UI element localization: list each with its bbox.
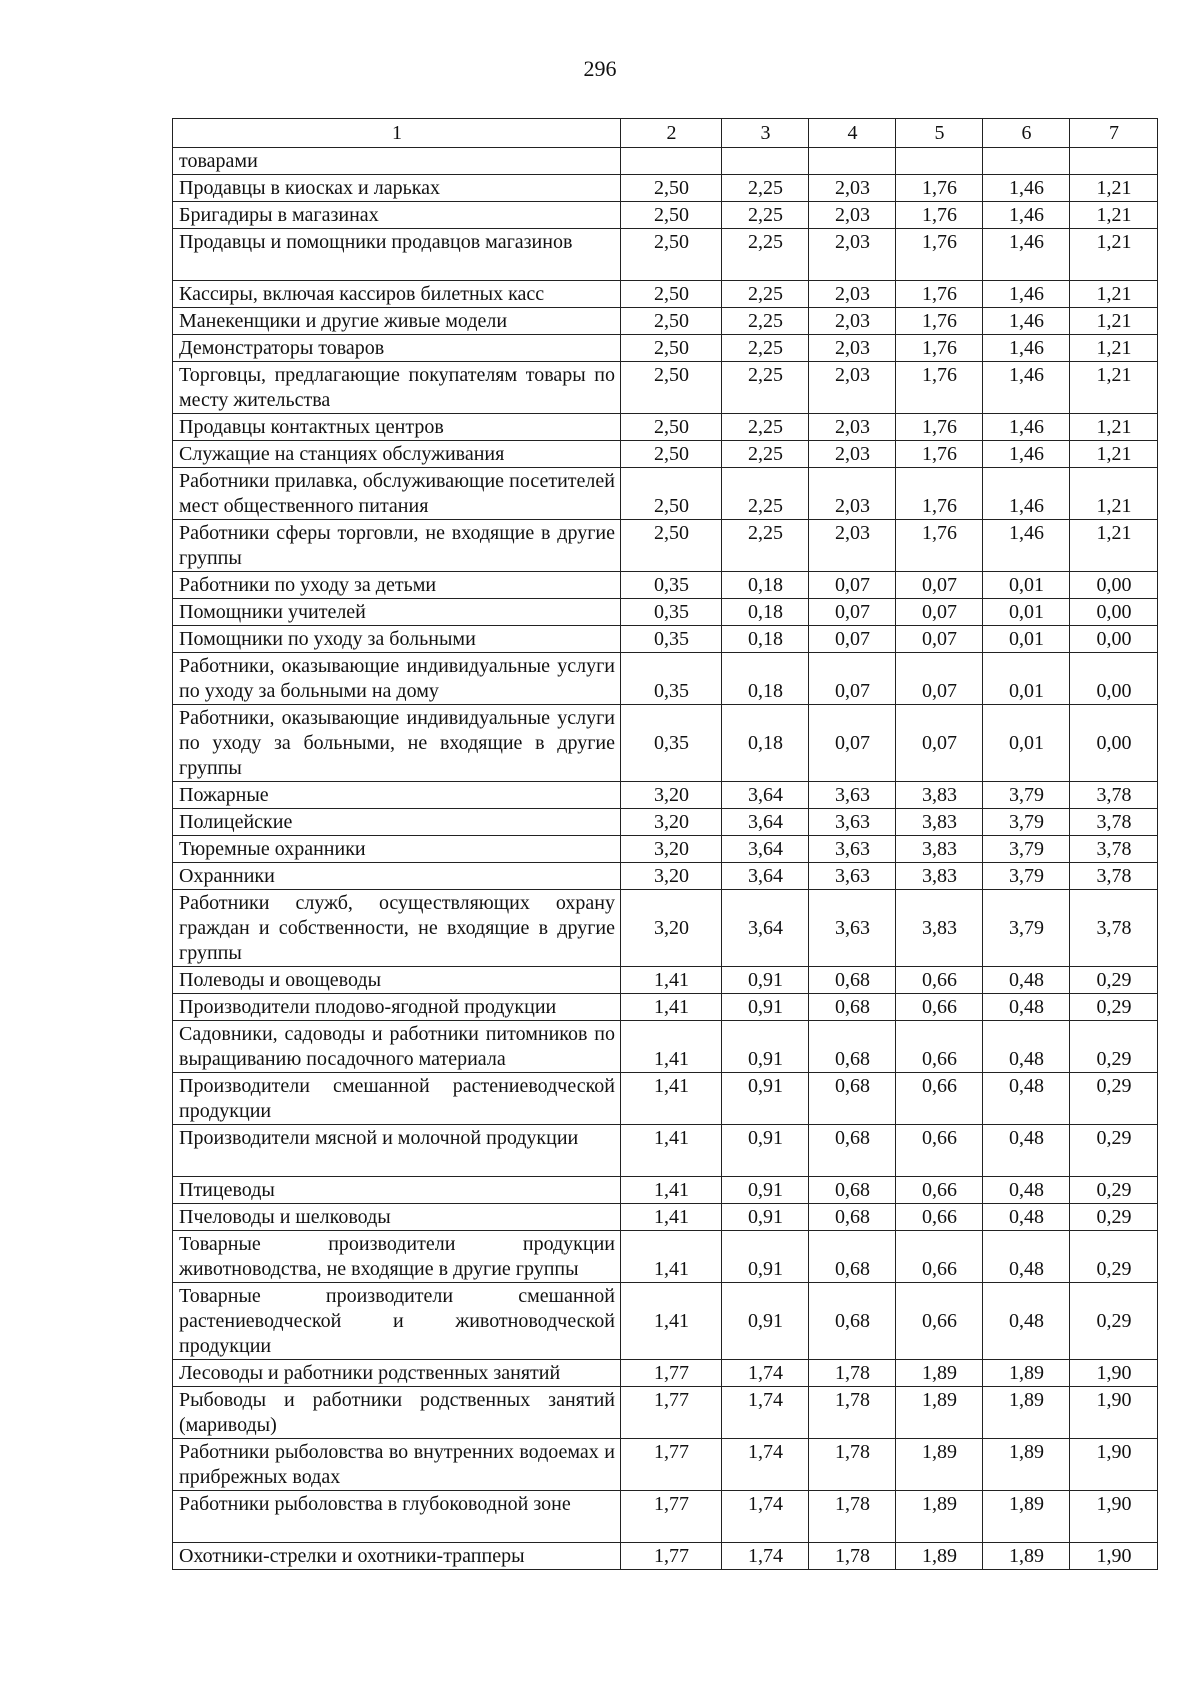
value-cell: 0,68 (809, 1231, 896, 1283)
value-cell: 0,18 (722, 653, 809, 705)
value-cell: 3,79 (983, 863, 1070, 890)
value-cell: 2,25 (722, 281, 809, 308)
value-cell: 2,50 (621, 468, 722, 520)
value-cell: 1,78 (809, 1360, 896, 1387)
table-row (173, 335, 1158, 362)
value-cell: 1,41 (621, 1283, 722, 1360)
value-cell: 1,90 (1070, 1543, 1158, 1570)
table-row (173, 1177, 1158, 1204)
value-cell: 1,46 (983, 362, 1070, 414)
value-cell: 0,29 (1070, 967, 1158, 994)
value-cell: 0,29 (1070, 1073, 1158, 1125)
value-cell: 2,25 (722, 202, 809, 229)
value-cell: 0,68 (809, 1073, 896, 1125)
occupation-name: Полеводы и овощеводы (173, 967, 621, 994)
value-cell: 3,78 (1070, 863, 1158, 890)
value-cell: 2,03 (809, 414, 896, 441)
value-cell: 1,89 (983, 1387, 1070, 1439)
table-row (173, 809, 1158, 836)
value-cell: 1,46 (983, 414, 1070, 441)
occupation-name: Демонстраторы товаров (173, 335, 621, 362)
value-cell: 0,00 (1070, 705, 1158, 782)
value-cell: 1,78 (809, 1439, 896, 1491)
value-cell: 0,18 (722, 626, 809, 653)
value-cell: 1,76 (896, 308, 983, 335)
occupation-name: Служащие на станциях обслуживания (173, 441, 621, 468)
value-cell: 3,20 (621, 782, 722, 809)
value-cell: 0,29 (1070, 1231, 1158, 1283)
value-cell: 0,91 (722, 1231, 809, 1283)
value-cell: 0,68 (809, 1283, 896, 1360)
value-cell: 0,48 (983, 1073, 1070, 1125)
value-cell: 0,91 (722, 994, 809, 1021)
value-cell: 0,29 (1070, 1125, 1158, 1177)
occupation-name: Тюремные охранники (173, 836, 621, 863)
data-table (172, 118, 1158, 1570)
value-cell: 1,46 (983, 441, 1070, 468)
value-cell: 1,76 (896, 362, 983, 414)
occupation-name: Кассиры, включая кассиров билетных касс (173, 281, 621, 308)
value-cell: 0,07 (809, 705, 896, 782)
table-row (173, 520, 1158, 572)
value-cell: 0,66 (896, 1177, 983, 1204)
value-cell: 1,77 (621, 1360, 722, 1387)
value-cell: 2,25 (722, 229, 809, 281)
table-row (173, 836, 1158, 863)
occupation-name: Работники прилавка, обслуживающие посетителей мест общественного питания (173, 468, 621, 520)
occupation-name: Рыбоводы и работники родственных занятий (мариводы) (173, 1387, 621, 1439)
value-cell: 0,00 (1070, 626, 1158, 653)
table-row (173, 175, 1158, 202)
occupation-name: Работники сферы торговли, не входящие в другие группы (173, 520, 621, 572)
table-row (173, 1204, 1158, 1231)
value-cell: 1,77 (621, 1387, 722, 1439)
table-row (173, 782, 1158, 809)
value-cell: 0,48 (983, 1021, 1070, 1073)
table-row (173, 1543, 1158, 1570)
table-row (173, 890, 1158, 967)
value-cell: 2,25 (722, 468, 809, 520)
table-row (173, 1360, 1158, 1387)
value-cell: 1,74 (722, 1543, 809, 1570)
value-cell: 3,79 (983, 782, 1070, 809)
value-cell (809, 148, 896, 175)
value-cell: 1,89 (896, 1360, 983, 1387)
value-cell: 3,63 (809, 890, 896, 967)
value-cell: 0,48 (983, 994, 1070, 1021)
occupation-name: Производители смешанной растениеводческой продукции (173, 1073, 621, 1125)
value-cell: 2,03 (809, 362, 896, 414)
value-cell: 1,76 (896, 468, 983, 520)
value-cell: 0,66 (896, 1125, 983, 1177)
value-cell: 1,21 (1070, 175, 1158, 202)
table-row (173, 468, 1158, 520)
occupation-name: Работники по уходу за детьми (173, 572, 621, 599)
value-cell: 1,21 (1070, 468, 1158, 520)
table-body (173, 148, 1158, 1570)
value-cell: 1,46 (983, 229, 1070, 281)
value-cell: 2,50 (621, 335, 722, 362)
value-cell: 0,07 (809, 653, 896, 705)
value-cell: 1,78 (809, 1543, 896, 1570)
value-cell: 0,91 (722, 1177, 809, 1204)
value-cell: 1,74 (722, 1439, 809, 1491)
value-cell: 1,21 (1070, 202, 1158, 229)
value-cell: 0,00 (1070, 572, 1158, 599)
column-header: 4 (809, 119, 896, 148)
value-cell: 3,20 (621, 863, 722, 890)
value-cell: 2,50 (621, 175, 722, 202)
value-cell: 2,25 (722, 335, 809, 362)
table-row (173, 705, 1158, 782)
table-row (173, 994, 1158, 1021)
table-row (173, 414, 1158, 441)
value-cell: 0,07 (896, 599, 983, 626)
value-cell: 2,50 (621, 202, 722, 229)
value-cell: 0,00 (1070, 653, 1158, 705)
occupation-name: Лесоводы и работники родственных занятий (173, 1360, 621, 1387)
value-cell: 0,68 (809, 994, 896, 1021)
value-cell: 2,50 (621, 414, 722, 441)
occupation-name: Бригадиры в магазинах (173, 202, 621, 229)
value-cell: 1,46 (983, 468, 1070, 520)
occupation-name: Товарные производители смешанной растениеводческой и животноводческой продукции (173, 1283, 621, 1360)
value-cell: 0,29 (1070, 1021, 1158, 1073)
value-cell: 0,18 (722, 599, 809, 626)
column-header: 5 (896, 119, 983, 148)
value-cell: 3,20 (621, 836, 722, 863)
value-cell: 1,76 (896, 281, 983, 308)
value-cell: 2,03 (809, 335, 896, 362)
value-cell: 1,21 (1070, 229, 1158, 281)
value-cell: 3,64 (722, 890, 809, 967)
occupation-name: Работники, оказывающие индивидуальные услуги по уходу за больными на дому (173, 653, 621, 705)
value-cell: 1,90 (1070, 1491, 1158, 1543)
value-cell: 2,50 (621, 362, 722, 414)
value-cell: 0,48 (983, 1177, 1070, 1204)
occupation-name: Помощники учителей (173, 599, 621, 626)
value-cell: 3,83 (896, 863, 983, 890)
value-cell: 1,89 (983, 1439, 1070, 1491)
table-row (173, 362, 1158, 414)
occupation-name: Работники служб, осуществляющих охрану граждан и собственности, не входящие в другие группы (173, 890, 621, 967)
occupation-name: Садовники, садоводы и работники питомников по выращиванию посадочного материала (173, 1021, 621, 1073)
value-cell: 1,46 (983, 175, 1070, 202)
header-row (173, 119, 1158, 148)
table-row (173, 1125, 1158, 1177)
occupation-name: Помощники по уходу за больными (173, 626, 621, 653)
table-row (173, 1231, 1158, 1283)
value-cell: 1,89 (896, 1543, 983, 1570)
value-cell: 0,48 (983, 967, 1070, 994)
value-cell: 0,68 (809, 1021, 896, 1073)
value-cell: 3,64 (722, 863, 809, 890)
value-cell: 2,50 (621, 281, 722, 308)
value-cell: 2,25 (722, 175, 809, 202)
value-cell: 3,64 (722, 809, 809, 836)
value-cell: 0,07 (896, 626, 983, 653)
value-cell (896, 148, 983, 175)
column-header: 6 (983, 119, 1070, 148)
table-row (173, 281, 1158, 308)
table-row (173, 1387, 1158, 1439)
value-cell: 1,41 (621, 994, 722, 1021)
value-cell: 1,41 (621, 1204, 722, 1231)
value-cell: 1,41 (621, 1231, 722, 1283)
value-cell: 3,83 (896, 809, 983, 836)
value-cell: 1,77 (621, 1491, 722, 1543)
value-cell: 1,76 (896, 335, 983, 362)
value-cell: 0,35 (621, 626, 722, 653)
value-cell: 0,91 (722, 1283, 809, 1360)
value-cell: 0,07 (896, 705, 983, 782)
table-row (173, 202, 1158, 229)
value-cell: 2,25 (722, 441, 809, 468)
value-cell: 3,79 (983, 836, 1070, 863)
value-cell: 3,83 (896, 782, 983, 809)
occupation-name: Работники рыболовства во внутренних водоемах и прибрежных водах (173, 1439, 621, 1491)
value-cell: 1,90 (1070, 1439, 1158, 1491)
value-cell: 3,79 (983, 809, 1070, 836)
value-cell: 2,50 (621, 308, 722, 335)
value-cell: 1,76 (896, 441, 983, 468)
occupation-name: Продавцы контактных центров (173, 414, 621, 441)
value-cell: 0,01 (983, 572, 1070, 599)
occupation-name: Птицеводы (173, 1177, 621, 1204)
occupation-name: Продавцы в киосках и ларьках (173, 175, 621, 202)
occupation-name: Пчеловоды и шелководы (173, 1204, 621, 1231)
value-cell: 0,35 (621, 599, 722, 626)
value-cell: 1,21 (1070, 308, 1158, 335)
value-cell: 1,76 (896, 202, 983, 229)
occupation-name: Производители плодово-ягодной продукции (173, 994, 621, 1021)
occupation-name: Пожарные (173, 782, 621, 809)
table-row (173, 967, 1158, 994)
table-row (173, 441, 1158, 468)
value-cell: 1,76 (896, 175, 983, 202)
table-row (173, 626, 1158, 653)
value-cell: 0,29 (1070, 1177, 1158, 1204)
value-cell: 3,63 (809, 863, 896, 890)
value-cell: 2,25 (722, 520, 809, 572)
value-cell: 0,35 (621, 572, 722, 599)
value-cell: 1,21 (1070, 362, 1158, 414)
value-cell: 1,74 (722, 1387, 809, 1439)
value-cell: 1,46 (983, 520, 1070, 572)
value-cell: 0,68 (809, 1125, 896, 1177)
value-cell: 1,89 (983, 1543, 1070, 1570)
value-cell: 2,03 (809, 175, 896, 202)
value-cell: 2,03 (809, 468, 896, 520)
value-cell: 1,41 (621, 967, 722, 994)
value-cell: 0,48 (983, 1231, 1070, 1283)
value-cell: 0,66 (896, 1231, 983, 1283)
value-cell: 0,00 (1070, 599, 1158, 626)
value-cell: 0,48 (983, 1204, 1070, 1231)
occupation-name: Товарные производители продукции животноводства, не входящие в другие группы (173, 1231, 621, 1283)
value-cell: 0,91 (722, 967, 809, 994)
table-row (173, 1021, 1158, 1073)
value-cell: 0,66 (896, 967, 983, 994)
value-cell: 3,64 (722, 836, 809, 863)
value-cell: 0,01 (983, 626, 1070, 653)
value-cell: 1,89 (983, 1491, 1070, 1543)
value-cell: 0,68 (809, 1177, 896, 1204)
value-cell: 0,91 (722, 1125, 809, 1177)
value-cell: 1,74 (722, 1491, 809, 1543)
occupation-name: Продавцы и помощники продавцов магазинов (173, 229, 621, 281)
value-cell: 0,91 (722, 1204, 809, 1231)
value-cell: 1,41 (621, 1021, 722, 1073)
value-cell: 2,03 (809, 202, 896, 229)
value-cell: 1,76 (896, 414, 983, 441)
value-cell: 0,68 (809, 967, 896, 994)
value-cell: 1,41 (621, 1177, 722, 1204)
value-cell: 0,35 (621, 705, 722, 782)
value-cell: 3,64 (722, 782, 809, 809)
value-cell: 0,91 (722, 1073, 809, 1125)
table-row (173, 653, 1158, 705)
occupation-name: Работники, оказывающие индивидуальные услуги по уходу за больными, не входящие в другие группы (173, 705, 621, 782)
value-cell: 1,46 (983, 335, 1070, 362)
value-cell: 3,79 (983, 890, 1070, 967)
column-header: 3 (722, 119, 809, 148)
column-header: 2 (621, 119, 722, 148)
value-cell: 0,66 (896, 1204, 983, 1231)
value-cell: 2,03 (809, 308, 896, 335)
table-row (173, 599, 1158, 626)
value-cell: 1,78 (809, 1491, 896, 1543)
value-cell: 3,63 (809, 836, 896, 863)
value-cell (722, 148, 809, 175)
column-header: 7 (1070, 119, 1158, 148)
value-cell: 3,78 (1070, 890, 1158, 967)
occupation-name: Охранники (173, 863, 621, 890)
value-cell: 0,01 (983, 599, 1070, 626)
occupation-name: Полицейские (173, 809, 621, 836)
value-cell: 2,03 (809, 281, 896, 308)
value-cell: 1,21 (1070, 414, 1158, 441)
occupation-name: Охотники-стрелки и охотники-трапперы (173, 1543, 621, 1570)
value-cell: 2,50 (621, 520, 722, 572)
value-cell: 3,78 (1070, 809, 1158, 836)
value-cell: 1,77 (621, 1543, 722, 1570)
occupation-name: Работники рыболовства в глубоководной зоне (173, 1491, 621, 1543)
value-cell: 0,29 (1070, 1204, 1158, 1231)
value-cell: 2,25 (722, 308, 809, 335)
value-cell: 3,83 (896, 836, 983, 863)
value-cell: 2,03 (809, 441, 896, 468)
value-cell: 3,20 (621, 890, 722, 967)
table-row (173, 1283, 1158, 1360)
value-cell: 3,20 (621, 809, 722, 836)
value-cell: 1,21 (1070, 520, 1158, 572)
value-cell: 3,63 (809, 782, 896, 809)
column-header: 1 (173, 119, 621, 148)
occupation-name: Манекенщики и другие живые модели (173, 308, 621, 335)
value-cell: 2,03 (809, 520, 896, 572)
value-cell: 0,29 (1070, 994, 1158, 1021)
value-cell: 0,48 (983, 1125, 1070, 1177)
value-cell: 1,46 (983, 202, 1070, 229)
page-number: 296 (583, 56, 617, 81)
value-cell: 2,50 (621, 441, 722, 468)
value-cell: 1,21 (1070, 281, 1158, 308)
occupation-name: Производители мясной и молочной продукции (173, 1125, 621, 1177)
value-cell: 0,18 (722, 572, 809, 599)
value-cell: 1,41 (621, 1125, 722, 1177)
value-cell: 0,66 (896, 994, 983, 1021)
value-cell: 1,78 (809, 1387, 896, 1439)
value-cell: 1,89 (896, 1491, 983, 1543)
value-cell: 0,48 (983, 1283, 1070, 1360)
value-cell: 1,89 (896, 1439, 983, 1491)
value-cell: 2,25 (722, 362, 809, 414)
value-cell: 0,07 (896, 572, 983, 599)
value-cell: 0,01 (983, 705, 1070, 782)
occupation-name: Торговцы, предлагающие покупателям товары по месту жительства (173, 362, 621, 414)
value-cell: 3,78 (1070, 836, 1158, 863)
value-cell: 1,90 (1070, 1387, 1158, 1439)
value-cell: 1,77 (621, 1439, 722, 1491)
table-row (173, 1491, 1158, 1543)
value-cell: 0,07 (809, 599, 896, 626)
value-cell: 1,76 (896, 520, 983, 572)
value-cell: 1,46 (983, 281, 1070, 308)
value-cell: 0,66 (896, 1073, 983, 1125)
table-row (173, 1439, 1158, 1491)
value-cell: 0,07 (809, 626, 896, 653)
table-row (173, 229, 1158, 281)
value-cell: 0,35 (621, 653, 722, 705)
value-cell (983, 148, 1070, 175)
value-cell: 1,21 (1070, 335, 1158, 362)
value-cell (1070, 148, 1158, 175)
occupation-name: товарами (173, 148, 621, 175)
table-row (173, 148, 1158, 175)
value-cell: 0,91 (722, 1021, 809, 1073)
value-cell: 0,01 (983, 653, 1070, 705)
value-cell (621, 148, 722, 175)
value-cell: 0,66 (896, 1021, 983, 1073)
value-cell: 3,78 (1070, 782, 1158, 809)
value-cell: 1,89 (896, 1387, 983, 1439)
value-cell: 1,46 (983, 308, 1070, 335)
value-cell: 0,07 (896, 653, 983, 705)
value-cell: 0,68 (809, 1204, 896, 1231)
value-cell: 1,74 (722, 1360, 809, 1387)
value-cell: 0,07 (809, 572, 896, 599)
value-cell: 1,21 (1070, 441, 1158, 468)
value-cell: 3,63 (809, 809, 896, 836)
value-cell: 1,41 (621, 1073, 722, 1125)
table-row (173, 308, 1158, 335)
value-cell: 0,18 (722, 705, 809, 782)
value-cell: 1,90 (1070, 1360, 1158, 1387)
value-cell: 0,66 (896, 1283, 983, 1360)
value-cell: 2,25 (722, 414, 809, 441)
value-cell: 2,03 (809, 229, 896, 281)
value-cell: 3,83 (896, 890, 983, 967)
value-cell: 1,76 (896, 229, 983, 281)
table-row (173, 863, 1158, 890)
value-cell: 1,89 (983, 1360, 1070, 1387)
value-cell: 0,29 (1070, 1283, 1158, 1360)
value-cell: 2,50 (621, 229, 722, 281)
table-row (173, 572, 1158, 599)
table-row (173, 1073, 1158, 1125)
